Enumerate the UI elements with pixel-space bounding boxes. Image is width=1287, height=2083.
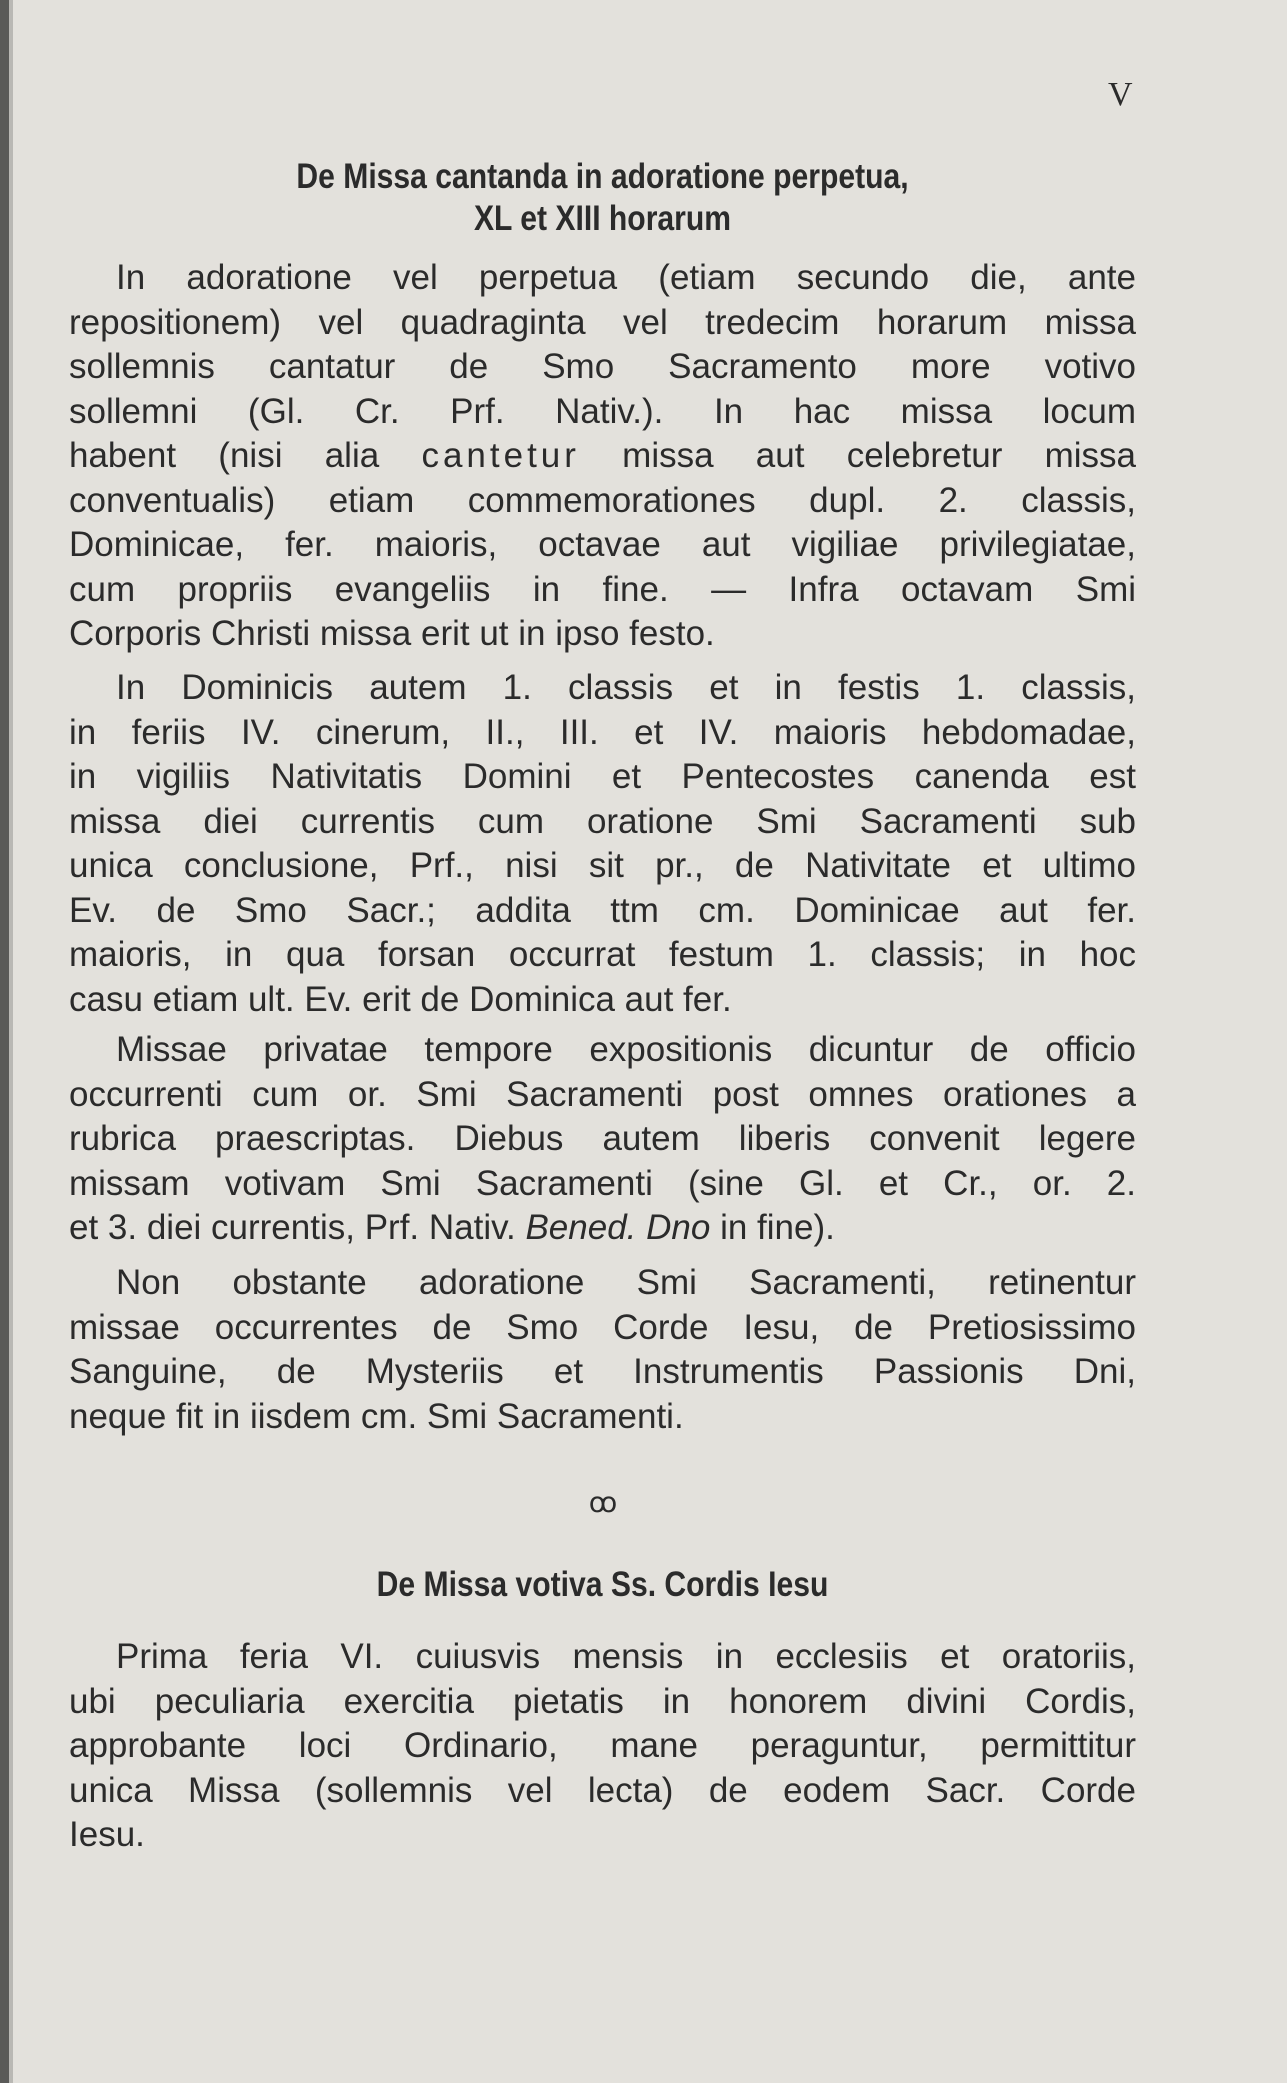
text-line: repositionem) vel quadraginta vel tredecim horarum missa — [69, 302, 1136, 342]
page-binding-shadow — [9, 0, 13, 2083]
text-line: approbante loci Ordinario, mane peraguntur, permittitur — [69, 1726, 1136, 1765]
text-line — [69, 1206, 1136, 1251]
page-binding-edge — [0, 0, 9, 2083]
page-number: V — [1108, 76, 1133, 113]
italic-text: Bened. — [525, 1208, 637, 1247]
text-line: conventualis) etiam commemorationes dupl. 2. classis, — [69, 480, 1136, 520]
text-segment — [636, 1208, 646, 1247]
text-line: In adoratione vel perpetua (etiam secundo die, ante — [116, 258, 1136, 297]
text-line: Missae privatae tempore expositionis dicuntur de officio — [116, 1030, 1136, 1069]
text-line: in feriis IV. cinerum, II., III. et IV. maioris hebdomadae, — [69, 712, 1136, 752]
text-line: sollemnis cantatur de Smo Sacramento more votivo — [69, 347, 1136, 386]
paragraph — [69, 256, 1136, 657]
text-line: Ev. de Smo Sacr.; addita ttm cm. Dominicae aut fer. — [69, 890, 1136, 930]
text-line: sollemni (Gl. Cr. Prf. Nativ.). In hac missa locum — [69, 391, 1136, 431]
italic-text: Dno — [646, 1208, 711, 1247]
paragraph — [69, 1261, 1136, 1439]
paragraph — [69, 666, 1136, 1022]
text-line: in vigiliis Nativitatis Domini et Pentecostes canenda est — [69, 757, 1136, 796]
section-title-line: De Missa votiva Ss. Cordis Iesu — [376, 1565, 829, 1604]
text-line: Iesu. — [69, 1815, 145, 1854]
text-line: cum propriis evangeliis in fine. — Infra octavam Smi — [69, 569, 1136, 609]
text-segment: habent (nisi alia — [69, 436, 422, 475]
text-line: Prima feria VI. cuiusvis mensis in ecclesiis et oratoriis, — [116, 1637, 1136, 1676]
text-line — [69, 434, 1136, 479]
text-segment: missa aut celebretur missa — [579, 436, 1136, 475]
paragraph — [69, 1635, 1136, 1858]
text-line: occurrenti cum or. Smi Sacramenti post omnes orationes a — [69, 1074, 1136, 1114]
paragraph — [69, 1028, 1136, 1251]
text-segment: et 3. diei currentis, Prf. Nativ. — [69, 1208, 526, 1247]
text-line: unica Missa (sollemnis vel lecta) de eodem Sacr. Corde — [69, 1770, 1136, 1810]
text-line: unica conclusione, Prf., nisi sit pr., de Nativitate et ultimo — [69, 846, 1136, 885]
text-line: Dominicae, fer. maioris, octavae aut vigiliae privilegiatae, — [69, 525, 1136, 564]
section-title-line: XL et XIII horarum — [473, 199, 732, 238]
ornament-fleuron-icon: ꝏ — [588, 1487, 618, 1518]
text-line: ubi peculiaria exercitia pietatis in honorem divini Cordis, — [69, 1681, 1136, 1721]
text-line: rubrica praescriptas. Diebus autem liberis convenit legere — [69, 1119, 1136, 1158]
text-line: casu etiam ult. Ev. erit de Dominica aut fer. — [69, 979, 732, 1019]
text-line: maioris, in qua forsan occurrat festum 1. classis; in hoc — [69, 935, 1136, 974]
spaced-text: cantetur — [421, 436, 580, 475]
text-line: missam votivam Smi Sacramenti (sine Gl. et Cr., or. 2. — [69, 1163, 1136, 1203]
text-line: Non obstante adoratione Smi Sacramenti, retinentur — [116, 1263, 1136, 1302]
text-line: In Dominicis autem 1. classis et in festis 1. classis, — [116, 668, 1136, 707]
text-line: Sanguine, de Mysteriis et Instrumentis Passionis Dni, — [69, 1352, 1136, 1391]
text-segment: in fine). — [710, 1208, 835, 1247]
text-line: missa diei currentis cum oratione Smi Sacramenti sub — [69, 801, 1136, 841]
text-line: missae occurrentes de Smo Corde Iesu, de Pretiosissimo — [69, 1307, 1136, 1347]
text-line: neque fit in iisdem cm. Smi Sacramenti. — [69, 1396, 684, 1436]
section-title-line: De Missa cantanda in adoratione perpetua, — [296, 157, 909, 196]
text-line: Corporis Christi missa erit ut in ipso festo. — [69, 614, 715, 653]
